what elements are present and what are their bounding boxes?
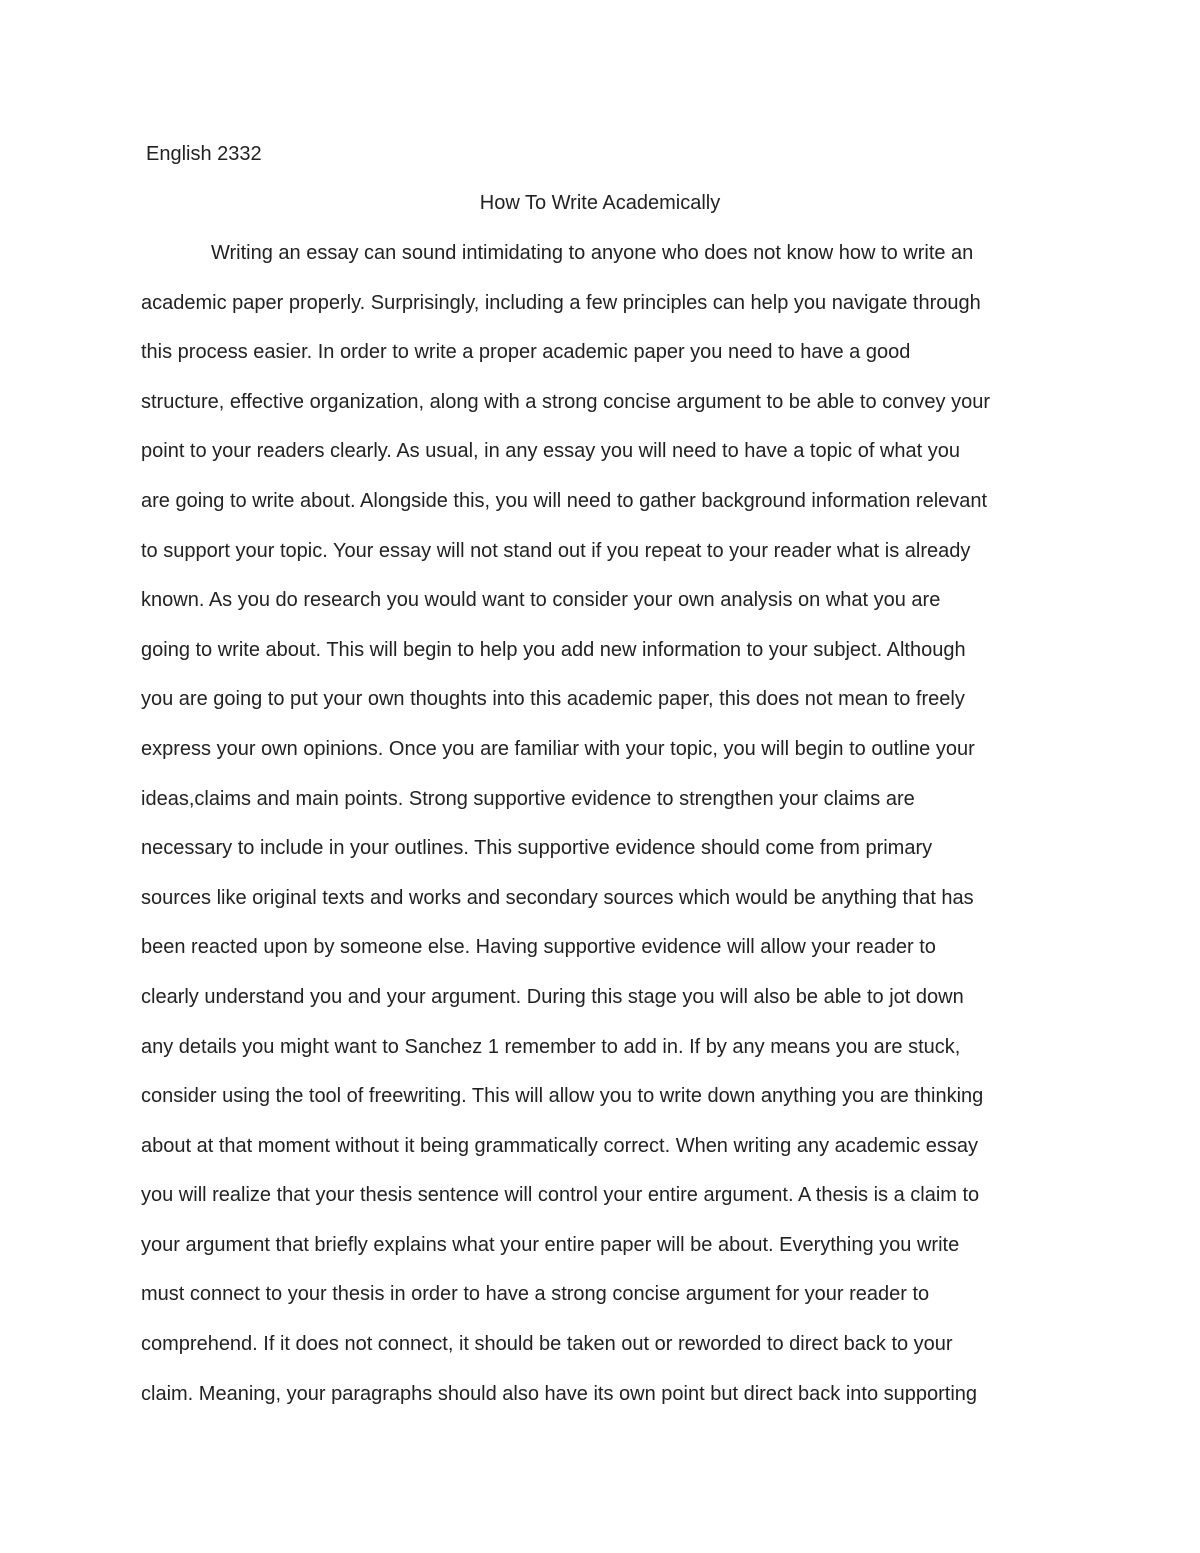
body-line: this process easier. In order to write a proper academic paper you need to have a good bbox=[141, 341, 911, 364]
body-line: comprehend. If it does not connect, it should be taken out or reworded to direct back to your bbox=[141, 1333, 953, 1356]
body-line: point to your readers clearly. As usual, in any essay you will need to have a topic of what you bbox=[141, 440, 960, 463]
body-line: about at that moment without it being grammatically correct. When writing any academic essay bbox=[141, 1134, 979, 1157]
body-line: your argument that briefly explains what your entire paper will be about. Everything you write bbox=[141, 1233, 960, 1256]
course-name: English 2332 bbox=[146, 143, 262, 165]
body-line: any details you might want to Sanchez 1 remember to add in. If by any means you are stuck, bbox=[141, 1035, 961, 1058]
essay-body bbox=[141, 239, 1071, 1429]
body-line: claim. Meaning, your paragraphs should also have its own point but direct back into supporting bbox=[141, 1382, 978, 1405]
body-line: academic paper properly. Surprisingly, including a few principles can help you navigate through bbox=[141, 291, 981, 314]
body-line: are going to write about. Alongside this, you will need to gather background information relevant bbox=[141, 489, 988, 512]
body-line: structure, effective organization, along with a strong concise argument to be able to convey your bbox=[141, 390, 991, 413]
body-line: Writing an essay can sound intimidating to anyone who does not know how to write an bbox=[211, 242, 974, 264]
body-line: must connect to your thesis in order to have a strong concise argument for your reader to bbox=[141, 1283, 930, 1306]
body-line: necessary to include in your outlines. This supportive evidence should come from primary bbox=[141, 837, 933, 860]
essay-title: How To Write Academically bbox=[479, 192, 721, 214]
body-line: sources like original texts and works and secondary sources which would be anything that has bbox=[141, 886, 974, 909]
body-line: ideas,claims and main points. Strong supportive evidence to strengthen your claims are bbox=[141, 787, 915, 810]
body-line: you will realize that your thesis sentence will control your entire argument. A thesis is a claim to bbox=[141, 1184, 980, 1207]
body-line: known. As you do research you would want to consider your own analysis on what you are bbox=[141, 589, 941, 612]
body-line: to support your topic. Your essay will not stand out if you repeat to your reader what is already bbox=[141, 539, 971, 562]
body-line: clearly understand you and your argument. During this stage you will also be able to jot down bbox=[141, 985, 964, 1008]
body-line: you are going to put your own thoughts into this academic paper, this does not mean to freely bbox=[141, 688, 965, 711]
body-line: been reacted upon by someone else. Having supportive evidence will allow your reader to bbox=[141, 936, 936, 959]
body-line: express your own opinions. Once you are familiar with your topic, you will begin to outline your bbox=[141, 737, 975, 760]
body-line: going to write about. This will begin to help you add new information to your subject. Although bbox=[141, 638, 966, 661]
body-line: consider using the tool of freewriting. This will allow you to write down anything you are thinking bbox=[141, 1085, 984, 1108]
